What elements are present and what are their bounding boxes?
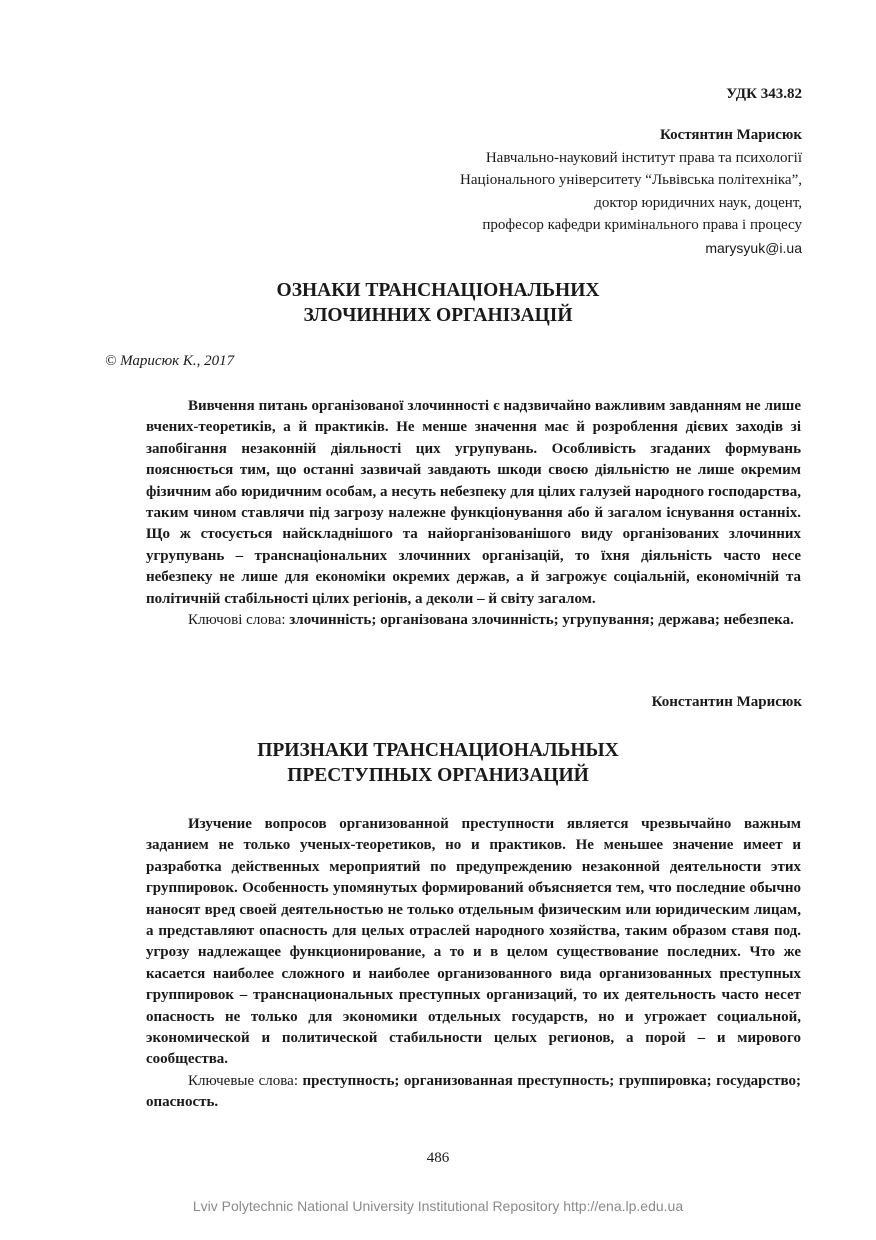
copyright-notice: © Марисюк К., 2017 [105,353,235,369]
keywords-ru-label: Ключевые слова: [188,1072,298,1089]
keywords-ru-text: преступность; организованная преступность; группировка; государство; опасность. [146,1072,802,1111]
affiliation-line: професор кафедри кримінального права і процесу [482,217,802,233]
article-title-ua [146,278,730,328]
keywords-ru [146,1071,801,1114]
title-line: ОЗНАКИ ТРАНСНАЦІОНАЛЬНИХ [276,280,600,301]
repository-footer: Lviv Polytechnic National University Institutional Repository http://ena.lp.edu.ua [192,1198,684,1214]
article-title-ru [146,738,730,788]
abstract-ua [146,396,801,631]
affiliation-line: Національного університету “Львівська політехніка”, [460,172,802,188]
affiliation-line: доктор юридичних наук, доцент, [594,194,802,211]
page-number: 486 [426,1150,450,1166]
title-line: ЗЛОЧИННИХ ОРГАНІЗАЦІЙ [303,305,573,326]
keywords-ua-label: Ключові слова: [188,612,286,629]
author-name-ru: Константин Марисюк [651,694,802,710]
author-email[interactable]: marysyuk@i.ua [705,239,802,256]
abstract-ua-text: Вивчення питань організованої злочинності є надзвичайно важливим завданням не лише вчених-теоретиків, а й практиків. Не менше значення має й розроблення дієвих заходів зі запобігання незаконній діяльності цих угрупувань. Особливість згаданих формувань пояснюється тим, що останні зазвичай завдають шкоди своєю діяльністю не лише окремим фізичним або юридичним особам, а несуть небезпеку для цілих галузей народного господарства, таким чином ставлячи під загрозу належне функціонування або й загалом існування останніх. Що ж стосується найскладнішого та найорганізованішого виду організованих злочинних угрупувань – транснаціональних злочинних організацій, то їхня діяльність часто несе небезпеку не лише для економіки окремих держав, а й загрожує соціальній, економічній та політичній стабільності цілих регіонів, а деколи – й світу загалом. [146,398,801,607]
title-line: ПРЕСТУПНЫХ ОРГАНИЗАЦИЙ [287,765,589,786]
author-info-ua [242,124,802,259]
author-name-ua: Костянтин Марисюк [659,127,802,143]
affiliation-line: Навчально-науковий інститут права та психології [485,149,802,166]
udk-code: УДК 343.82 [726,86,802,102]
title-line: ПРИЗНАКИ ТРАНСНАЦИОНАЛЬНЫХ [257,740,619,761]
keywords-ua [146,610,801,631]
abstract-ru [146,814,801,1114]
keywords-ua-text: злочинність; організована злочинність; угрупування; держава; небезпека. [289,612,794,629]
abstract-ru-text: Изучение вопросов организованной преступности является чрезвычайно важным заданием не только ученых-теоретиков, но и практиков. Не меньшее значение имеет и разработка действенных мероприятий по предупреждению незаконной деятельности этих группировок. Особенность упомянутых формирований объясняется тем, что последние обычно наносят вред своей деятельностью не только отдельным физическим или юридическим лицам, а представляют опасность для целых отраслей народного хозяйства, таким образом ставя под. угрозу надлежащее функционирование, а то и в целом существование последних. Что же касается наиболее сложного и наиболее организованного вида организованных преступных группировок – транснациональных преступных организаций, то их деятельность часто несет опасность не только для экономики отдельных государств, но и угрожает социальной, экономической и политической стабильности целых регионов, а порой – и мирового сообщества. [146,816,801,1068]
